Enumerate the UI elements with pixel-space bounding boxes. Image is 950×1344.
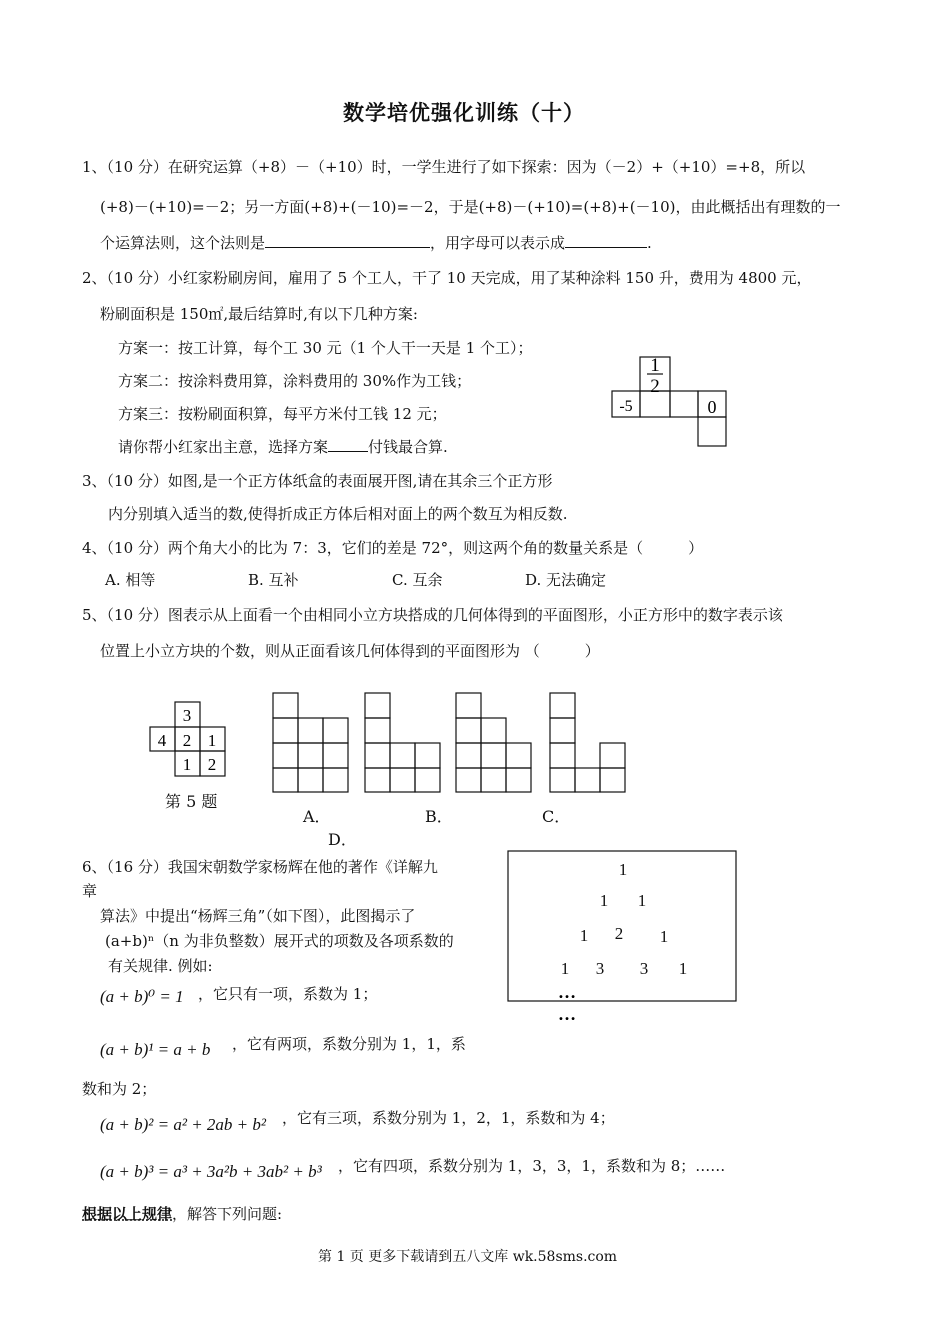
page-footer: 第 1 页 更多下载请到五八文库 wk.58sms.com bbox=[318, 1249, 618, 1265]
example0-text: ，它只有一项，系数为 1； bbox=[198, 985, 378, 1003]
q1-line3 bbox=[100, 232, 652, 253]
example2-formula: (a + b)² = a² + 2ab + b² bbox=[100, 1115, 266, 1134]
front-view-options bbox=[268, 688, 648, 798]
option-c-figure[interactable] bbox=[456, 693, 531, 792]
q6-line4: 有关规律. 例如: bbox=[108, 957, 213, 975]
q5-line2: 位置上小立方块的个数，则从正面看该几何体得到的平面图形为 （ ） bbox=[100, 642, 600, 660]
net-frac-den: 2 bbox=[650, 376, 660, 397]
net-frac-num: 1 bbox=[650, 355, 660, 376]
page-title: 数学培优强化训练（十） bbox=[343, 101, 585, 125]
option-b-figure[interactable] bbox=[365, 693, 440, 792]
triangle-r3-2: 2 bbox=[614, 924, 624, 943]
option-a-label: A． bbox=[303, 807, 331, 826]
q4-option-a[interactable]: A. 相等 bbox=[105, 571, 156, 589]
example3-formula: (a + b)³ = a³ + 3a²b + 3ab² + b³ bbox=[100, 1162, 322, 1181]
triangle-r4-3: 3 bbox=[639, 959, 649, 978]
grid-cell-top: 3 bbox=[182, 706, 192, 725]
q4-line1: 4、（10 分）两个角大小的比为 7：3，它们的差是 72°，则这两个角的数量关系是（ ） bbox=[82, 539, 704, 557]
example1-continued: 数和为 2； bbox=[82, 1080, 157, 1098]
option-c-label: C． bbox=[542, 807, 571, 826]
q1-line1: 1、（10 分）在研究运算（+8）－（+10）时，一学生进行了如下探索：因为（－2）+（+10）=+8，所以 bbox=[82, 158, 806, 176]
triangle-r4-4: 1 bbox=[678, 959, 688, 978]
q2-plan2: 方案二：按涂料费用算，涂料费用的 30%作为工钱； bbox=[118, 372, 472, 390]
net-value-left: -5 bbox=[619, 398, 633, 415]
q2-plan1: 方案一：按工计算，每个工 30 元（1 个人干一天是 1 个工）； bbox=[118, 339, 533, 357]
example2-text: ，它有三项，系数分别为 1，2，1，系数和为 4； bbox=[282, 1109, 615, 1127]
triangle-r2-1: 1 bbox=[599, 891, 609, 910]
triangle-dots-2: … bbox=[558, 1004, 576, 1023]
q6-line3: (a+b)ⁿ（n 为非负整数）展开式的项数及各项系数的 bbox=[105, 932, 454, 950]
q4-option-c[interactable]: C. 互余 bbox=[392, 571, 443, 589]
example1-text: ，它有两项，系数分别为 1，1，系 bbox=[232, 1035, 466, 1053]
q1-line2: (+8)－(+10)=－2；另一方面(+8)+(－10)=－2，于是(+8)－(+10)=(+8)+(－10)，由此概括出有理数的一 bbox=[100, 198, 841, 216]
q2-ask-text-a: 请你帮小红家出主意，选择方案 bbox=[118, 438, 329, 456]
q5-line1: 5、（10 分）图表示从上面看一个由相同小立方块搭成的几何体得到的平面图形，小正方形中的数字表示该 bbox=[82, 606, 783, 624]
q2-ask bbox=[118, 436, 448, 457]
q2-ask-text-b: 付钱最合算. bbox=[368, 438, 448, 456]
example1-formula: (a + b)¹ = a + b bbox=[100, 1040, 211, 1059]
option-d-label: D． bbox=[328, 830, 357, 849]
grid-cell-mid-center: 2 bbox=[182, 731, 192, 750]
grid-cell-bot-center: 1 bbox=[182, 755, 192, 774]
triangle-r3-3: 1 bbox=[659, 927, 669, 946]
q6-closing-rest: ，解答下列问题: bbox=[172, 1205, 283, 1223]
q1-line3-text-a: 个运算法则，这个法则是 bbox=[100, 234, 266, 252]
cube-net-figure bbox=[605, 350, 735, 450]
q4-option-b[interactable]: B. 互补 bbox=[248, 571, 299, 589]
option-a-figure[interactable] bbox=[273, 693, 348, 792]
yanghui-triangle-figure bbox=[505, 848, 740, 1023]
option-b-label: B． bbox=[425, 807, 453, 826]
q6-line2: 算法》中提出“杨辉三角”（如下图），此图揭示了 bbox=[100, 907, 416, 925]
q6-closing-bold: 根据以上规律 bbox=[82, 1205, 173, 1223]
triangle-r4-1: 1 bbox=[560, 959, 570, 978]
q1-line3-text-c: . bbox=[647, 234, 652, 252]
q1-line3-text-b: ，用字母可以表示成 bbox=[430, 234, 566, 252]
q1-rule-blank[interactable] bbox=[265, 233, 430, 248]
q3-line2: 内分别填入适当的数,使得折成正方体后相对面上的两个数互为相反数. bbox=[108, 505, 568, 523]
triangle-r4-2: 3 bbox=[595, 959, 605, 978]
q6-line1b: 章 bbox=[82, 882, 98, 900]
q3-line1: 3、（10 分）如图,是一个正方体纸盒的表面展开图,请在其余三个正方形 bbox=[82, 472, 553, 490]
triangle-r2-2: 1 bbox=[637, 891, 647, 910]
q2-plan-blank[interactable] bbox=[328, 437, 368, 452]
net-value-right: 0 bbox=[707, 397, 717, 417]
q6-closing bbox=[82, 1203, 282, 1224]
triangle-dots-1: … bbox=[558, 982, 576, 1002]
q2-line1: 2、（10 分）小红家粉刷房间，雇用了 5 个工人，干了 10 天完成，用了某种涂料 150 升，费用为 4800 元， bbox=[82, 269, 812, 287]
q2-plan3: 方案三：按粉刷面积算，每平方米付工钱 12 元； bbox=[118, 405, 447, 423]
grid-cell-mid-right: 1 bbox=[207, 731, 217, 750]
net-square-bottom[interactable] bbox=[698, 417, 726, 446]
q6-line1: 6、（16 分）我国宋朝数学家杨辉在他的著作《详解九 bbox=[82, 858, 438, 876]
top-view-grid bbox=[145, 700, 235, 780]
grid-cell-mid-left: 4 bbox=[157, 731, 167, 750]
net-square-mid[interactable] bbox=[670, 391, 698, 417]
q1-formula-blank[interactable] bbox=[565, 233, 647, 248]
example3-text: ，它有四项，系数分别为 1，3，3，1，系数和为 8；…… bbox=[338, 1157, 726, 1175]
triangle-r3-1: 1 bbox=[579, 926, 589, 945]
q4-option-d[interactable]: D. 无法确定 bbox=[525, 571, 607, 589]
grid-cell-bot-right: 2 bbox=[207, 755, 217, 774]
q2-line2: 粉刷面积是 150㎡,最后结算时,有以下几种方案: bbox=[100, 305, 418, 323]
option-d-figure[interactable] bbox=[550, 693, 625, 792]
triangle-r1-1: 1 bbox=[618, 860, 628, 879]
q5-caption: 第 5 题 bbox=[165, 792, 218, 811]
example0-formula: (a + b)⁰ = 1 bbox=[100, 987, 184, 1006]
